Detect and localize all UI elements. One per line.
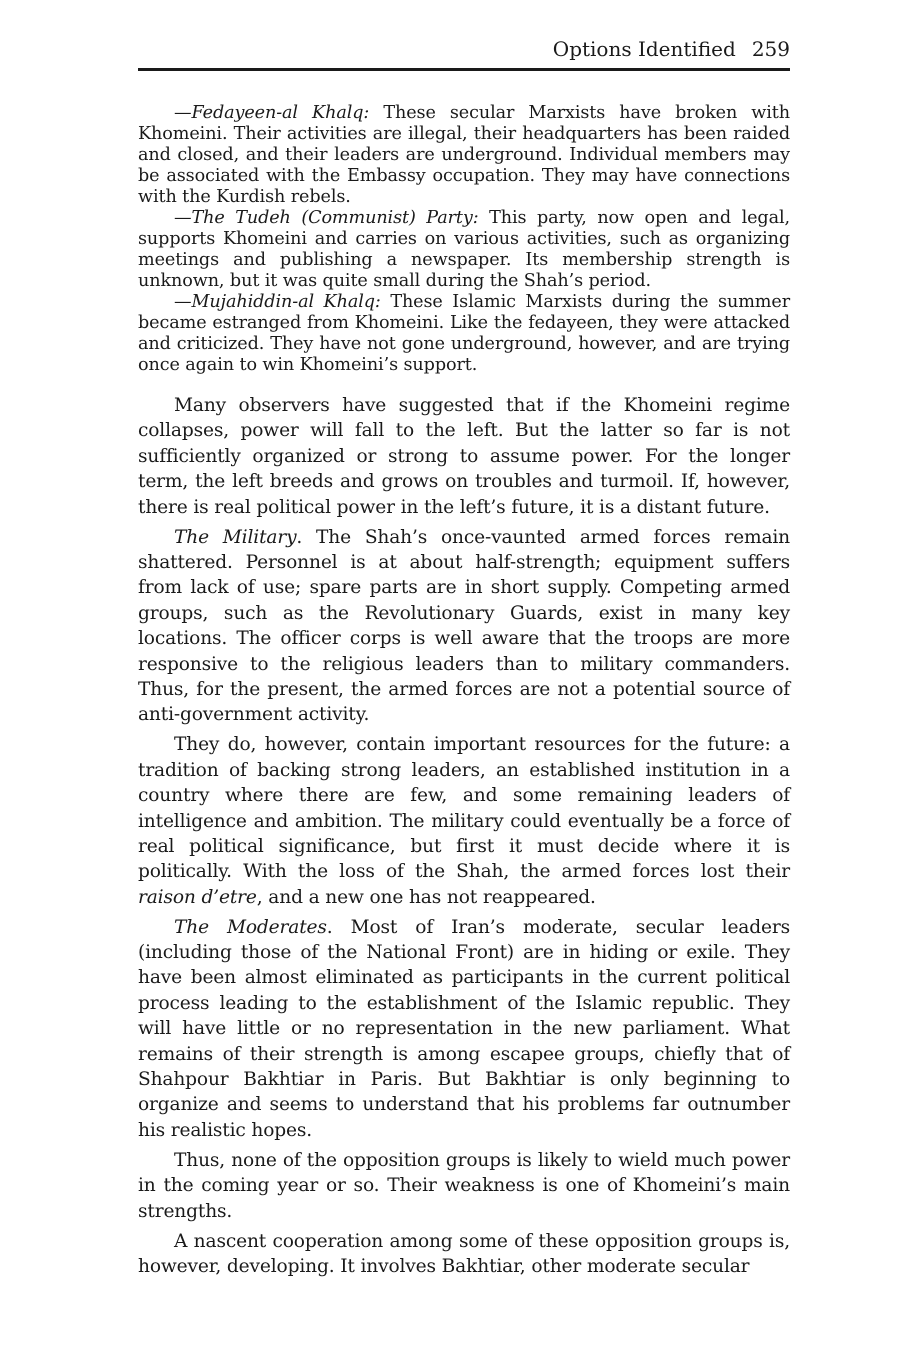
header-rule: [138, 68, 790, 71]
dash: —: [174, 208, 192, 228]
body-text: [138, 393, 790, 1284]
dash: —: [174, 292, 192, 312]
paragraph-left-power: Many observers have suggested that if the Khomeini regime collapses, power will fall to the left. But the latter so far is not sufficiently organized or strong to assume power. For the longer term, the left breeds and grows on troubles and turmoil. If, however, there is real political power in the left’s future, it is a distant future.: [138, 395, 790, 518]
paragraph-opposition-weakness: Thus, none of the opposition groups is likely to wield much power in the coming year or so. Their weakness is one of Khomeini’s main strengths.: [138, 1149, 790, 1222]
page-header: [138, 36, 790, 62]
section-lead-military: The Military: [174, 526, 297, 548]
running-title: Options Identified: [552, 37, 736, 61]
group-description: This party, now open and legal, supports Khomeini and carries on various activities, such as organizing meetings and publishing a newspaper. Its membership strength is unknown, but it was quite small during the Shah’s period.: [138, 208, 790, 291]
group-name: Mujahiddin-al Khalq:: [191, 292, 381, 312]
list-item: [138, 292, 790, 376]
paragraph-military: The Military. The Shah’s once-vaunted armed forces remain shattered. Personnel is at about half-strength; equipment suffers from lack of use; spare parts are in short supply. Competing armed groups, such as the Revolutionary Guards, exist in many key locations. The officer corps is well aware that the troops are more responsive to the religious leaders than to military commanders. Thus, for the present, the armed forces are not a potential source of anti-government activity.: [138, 526, 790, 726]
paragraph-moderates: The Moderates. Most of Iran’s moderate, secular leaders (including those of the National Front) are in hiding or exile. They have been almost eliminated as participants in the current political process leading to the establishment of the Islamic republic. They will have little or no representation in the new parliament. What remains of their strength is among escapee groups, chiefly that of Shahpour Bakhtiar in Paris. But Bakhtiar is only beginning to organize and seems to understand that his problems far outnumber his realistic hopes.: [138, 916, 790, 1141]
italic-phrase: raison d’etre: [138, 886, 257, 908]
page-number: 259: [751, 37, 790, 61]
paragraph-military-resources: They do, however, contain important resources for the future: a tradition of backing strong leaders, an established institution in a country where there are few, and some remaining leaders of intelligence and ambition. The military could eventually be a force of real political significance, but first it must decide where it is politically. With the loss of the Shah, the armed forces lost their raison d’etre, and a new one has not reappeared.: [138, 734, 790, 908]
group-description: These Islamic Marxists during the summer became estranged from Khomeini. Like the fedayeen, they were attacked and criticized. They have not gone underground, however, and are trying once again to win Khomeini’s support.: [138, 292, 791, 375]
section-lead-moderates: The Moderates: [174, 916, 327, 938]
group-name: The Tudeh (Communist) Party:: [191, 208, 479, 228]
opposition-groups-list: [138, 103, 790, 376]
group-name: Fedayeen-al Khalq:: [191, 103, 370, 123]
dash: —: [174, 103, 192, 123]
group-description: These secular Marxists have broken with Khomeini. Their activities are illegal, their headquarters has been raided and closed, and their leaders are underground. Individual members may be associated with the Embassy occupation. They may have connections with the Kurdish rebels.: [138, 103, 790, 207]
list-item: [138, 208, 790, 292]
list-item: [138, 103, 790, 208]
paragraph-cooperation: A nascent cooperation among some of these opposition groups is, however, developing. It involves Bakhtiar, other moderate secular: [138, 1230, 790, 1277]
